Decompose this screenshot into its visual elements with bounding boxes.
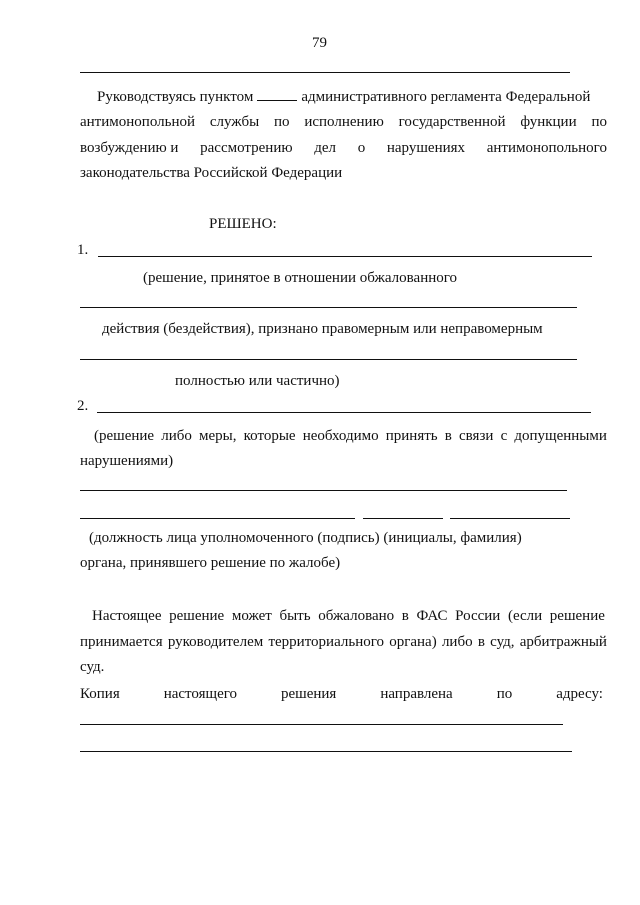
item-1-hint-1: (решение, принятое в отношении обжалованного <box>143 270 458 286</box>
signature-caption-1: (должность лица уполномоченного (подпись) (инициалы, фамилия) <box>89 530 522 546</box>
word: в <box>477 634 485 650</box>
item-1-field-line-2[interactable] <box>80 307 577 308</box>
item-1-hint-2: действия (бездействия), признано правомерным или неправомерным <box>102 321 543 337</box>
page-number: 79 <box>312 35 327 51</box>
word: адресу: <box>556 686 603 702</box>
item-1-field-line[interactable] <box>98 256 592 257</box>
appeal-line-1 <box>92 607 605 625</box>
word: (решение <box>94 428 155 444</box>
word: принять <box>385 428 438 444</box>
position-field-line[interactable] <box>80 518 355 519</box>
word: может <box>231 608 272 624</box>
word: либо <box>441 634 473 650</box>
word: рассмотрению <box>200 140 293 156</box>
word: меры, <box>199 428 237 444</box>
word: решения <box>281 686 337 702</box>
word: связи <box>459 428 494 444</box>
preamble-line-2 <box>80 113 607 131</box>
word: по <box>273 114 290 130</box>
word: направлена <box>380 686 453 702</box>
word: с <box>500 428 508 444</box>
signature-field-line[interactable] <box>363 518 443 519</box>
preamble-line-4: законодательства Российской Федерации <box>80 165 343 181</box>
word: допущенными <box>514 428 607 444</box>
word: дел <box>314 140 337 156</box>
word: настоящего <box>163 686 238 702</box>
word: антимонопольного <box>486 140 607 156</box>
word: в <box>401 608 409 624</box>
word: функции <box>520 114 577 130</box>
clause-number-blank[interactable] <box>257 88 297 101</box>
word: исполнению <box>304 114 384 130</box>
word: решение <box>549 608 605 624</box>
word: арбитражный <box>519 634 607 650</box>
word: суд, <box>490 634 515 650</box>
word: территориального <box>268 634 384 650</box>
item-1-hint-3: полностью или частично) <box>175 373 340 389</box>
signature-caption-2: органа, принявшего решение по жалобе) <box>80 555 341 571</box>
initials-field-line[interactable] <box>450 518 570 519</box>
word: которые <box>243 428 296 444</box>
header-rule <box>80 72 570 73</box>
word: службы <box>209 114 260 130</box>
appeal-line-2 <box>80 633 607 651</box>
word: органа) <box>389 634 437 650</box>
word: либо <box>161 428 192 444</box>
word: обжаловано <box>318 608 395 624</box>
word: решение <box>169 608 225 624</box>
preamble-line-3 <box>80 139 607 157</box>
word: в <box>444 428 452 444</box>
preamble-line-1 <box>97 88 590 106</box>
word: Копия <box>80 686 120 702</box>
decision-heading: РЕШЕНО: <box>209 216 277 232</box>
word: Настоящее <box>92 608 162 624</box>
word: (если <box>507 608 543 624</box>
item-1-number: 1. <box>77 242 89 258</box>
word: быть <box>279 608 311 624</box>
preamble-line-1-start: Руководствуясь пунктом <box>97 89 254 105</box>
appeal-line-3: суд. <box>80 659 105 675</box>
word: необходимо <box>302 428 379 444</box>
copy-line <box>80 685 603 703</box>
word: нарушениях <box>386 140 466 156</box>
word: государственной <box>398 114 506 130</box>
item-2-hint-line-2: нарушениями) <box>80 453 174 469</box>
item-1-field-line-3[interactable] <box>80 359 577 360</box>
word: по <box>496 686 513 702</box>
word: антимонопольной <box>80 114 195 130</box>
address-field-line-1[interactable] <box>80 724 563 725</box>
item-2-hint-line-1 <box>94 427 607 445</box>
item-2-number: 2. <box>77 398 89 414</box>
word: принимается <box>80 634 163 650</box>
word: ФАС <box>416 608 448 624</box>
item-2-field-line[interactable] <box>97 412 591 413</box>
word: России <box>455 608 501 624</box>
word: о <box>357 140 366 156</box>
signature-field-line-1[interactable] <box>80 490 567 491</box>
address-field-line-2[interactable] <box>80 751 572 752</box>
word: по <box>591 114 607 130</box>
word: возбуждению и <box>80 140 179 156</box>
word: руководителем <box>167 634 264 650</box>
preamble-line-1-end: административного регламента Федеральной <box>301 89 591 105</box>
